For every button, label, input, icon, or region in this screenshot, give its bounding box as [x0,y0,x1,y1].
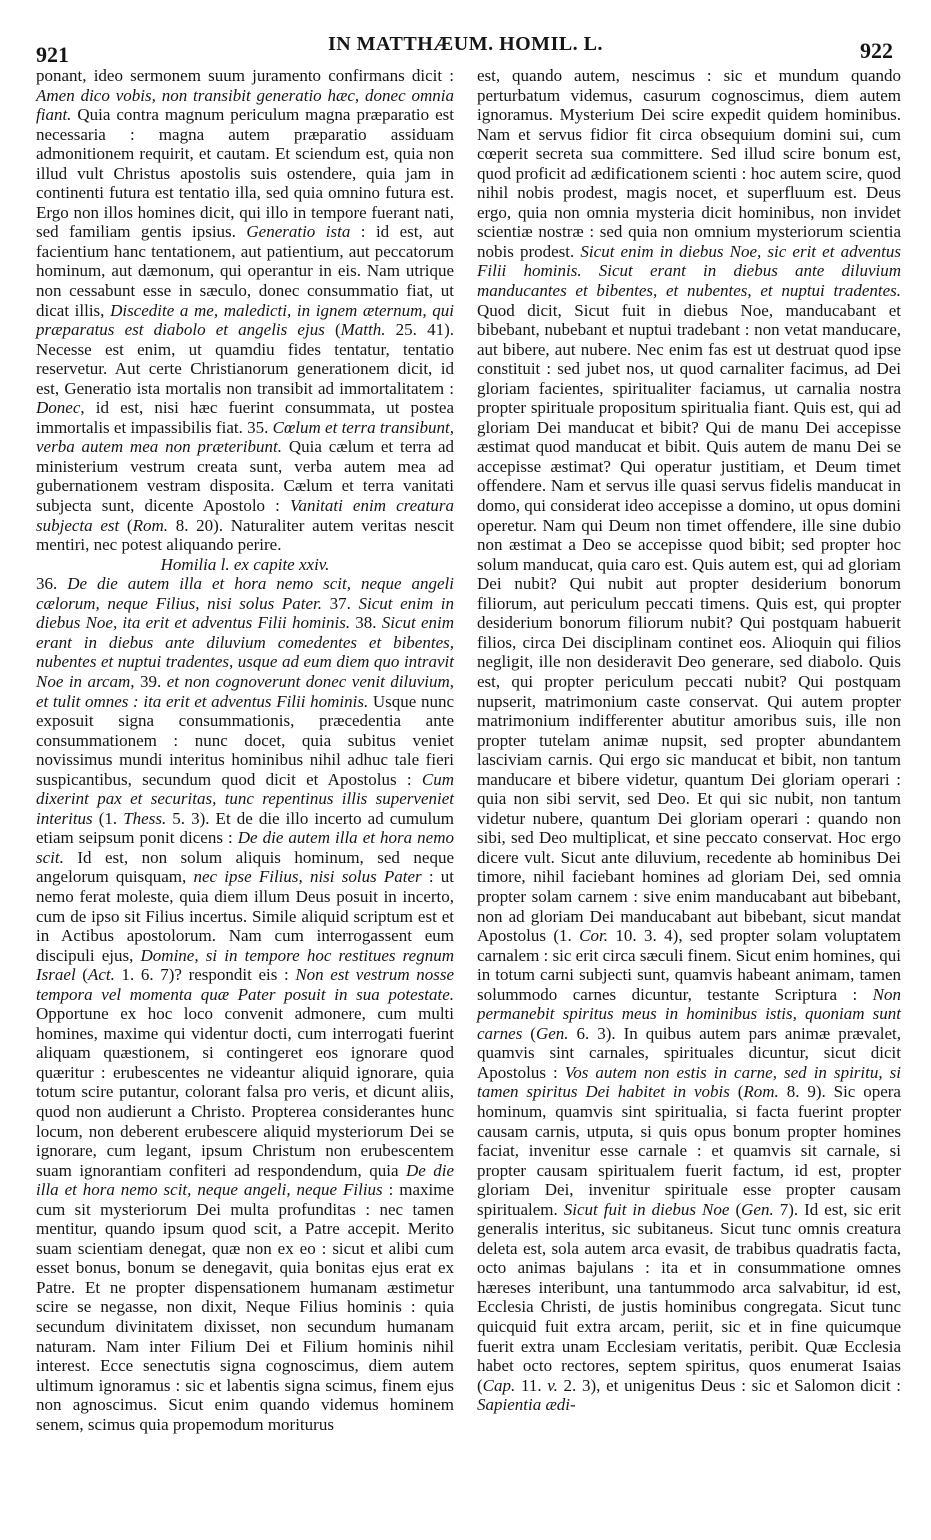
italic-text-run: nec ipse Filius, nisi solus Pater [193,867,422,887]
text-run: ( [324,320,341,340]
text-run: 38. [350,613,382,633]
paragraph [36,66,454,555]
italic-text-run: et non cognoverunt donec venit diluvium, et tulit omnes : ita erit et adventus Filii hominis. [36,671,454,711]
text-run: 6. 3). In quibus autem pars animæ prævalet, quamvis sint carnales, spirituales dicuntur, sicut dicit Apostolus : [477,1023,901,1082]
italic-text-run: Non est vestrum nosse tempora vel momenta quæ Pater posuit in sua potestate. [36,965,454,1004]
italic-text-run: Thess. [123,808,167,828]
text-run: Opportune ex hoc loco convenit admonere, cum multi homines, maxime qui videntur docti, cum interrogati fuerint aliquam quæstionem, si contingeret eos ignorare quod quæritur : erubescentes ne videantur aliquid ignorare, quia totum scire putantur, colorant falsa pro veris, et dicunt aliis, quod non audierunt a Christo. Propterea considerantes hunc locum, non deberent erubescere aliquid mysteriorum Dei se ignorare, cum legant, ipsum Christum non erubescentem suam ignorantiam confiteri ad respondendum, quia [36,1004,454,1180]
paragraph [477,66,901,1415]
text-run: est, quando autem, nescimus : sic et mundum quando perturbatum videmus, casurum cognoscimus, diem autem ignoramus. Mysterium Dei scire expedit quidem hominibus. Nam et servus fidior fit circa obsequium domini sui, cum cœperit secreta sua committere. Sed illud scire bonum est, quod proficit ad ædificationem scienti : hoc autem scire, quod nihil nobis prodest, magis nocet, et superfluum est. Deus ergo, quia non omnia mysteria dicit hominibus, non invidet scientiæ nostræ : sed quia non omnium mysteriorum scientia nobis prodest. [477,66,901,261]
italic-text-run: De die illa et hora nemo scit, neque angeli, neque Filius [36,1160,454,1200]
italic-text-run: De die autem illa et hora nemo scit. [36,828,454,867]
paragraph [36,574,454,1434]
text-run: 2. 3), et unigenitus Deus : sic et Salomon dicit : [557,1375,901,1395]
text-run: 10. 3. 4), sed propter solam voluptatem carnalem : sic erit circa sæculi finem. Sicut enim homines, qui in totum carni subjecti sunt, quamvis habeant animam, tamen solummodo carnes dicuntur, testante Scriptura : [477,926,901,1004]
italic-text-run: Amen dico vobis, non transibit generatio hæc, donec omnia fiant. [36,85,454,125]
italic-text-run: Sapientia ædi- [477,1395,576,1415]
text-run: 5. 3). Et de die illo incerto ad cumulum etiam seipsum ponit dicens : [36,808,454,848]
page-number-left: 921 [36,42,69,67]
text-run: ponant, ideo sermonem suum juramento confirmans dicit : [36,66,454,85]
italic-text-run: Cum dixerint pax et securitas, tunc repentinus illis superveniet interitus [36,769,454,828]
italic-text-run: Cor. [579,926,608,946]
italic-text-run: Rom. [132,515,169,535]
text-run: 37. [322,593,359,613]
text-run: ( [729,1082,744,1102]
text-run: Usque nunc exposuit signa consummationis, præcedentia ante consummationem : nunc docet, quia subitus veniet novissimus mundi interitus hominibus nihil adhuc tale fieri suspicantibus, secundum quod dicit et Apostolus : [36,691,454,789]
italic-text-run: Generatio ista [246,222,351,242]
text-run: Quia contra magnum periculum magna præparatio est necessaria : magna autem præparatio assiduam admonitionem requirit, et cautam. Et sciendum est, quia non illud vult Christus apostolis suis ostendere, quia jam in continenti futura est tentatio illa, sed quia omnino futura est. Ergo non illos homines dicit, qui illo in tempore fuerant nati, sed familiam gentis ipsius. [36,105,454,242]
italic-text-run: Vos autem non estis in carne, sed in spiritu, si tamen spiritus Dei habitet in vobis [477,1062,901,1102]
running-title: IN MATTHÆUM. HOMIL. L. [327,33,604,55]
text-run: ( [522,1023,536,1043]
text-run: Quod dicit, Sicut fuit in diebus Noe, manducabant et bibebant, nubebant et nuptui tradebant : non vetat manducare, aut bibere, aut nubere. Nec enim fas est ut destruat quod ipse constituit : sed jubet nos, ut quod carnaliter facimus, ad Dei gloriam facientes, spiritualiter faciamus, ut carnalia nostra propter spirituale propositum spiritualia fiant. Quis est, qui ad gloriam Dei manducat et bibit? Qui de manu Dei accepisse æstimat quod manducat et bibit. Quis autem de manu Dei se accepisse æstimat? Qui operatur justitiam, et Deum timet offendere. Nam et servus ille quasi servus fidelis manducat in domo, qui considerat ideo accepisse a domino, ut opus domini operetur. Nam qui Deum non timet offendere, ille sine dubio non æstimat a Deo se accepisse quod bibit; sed propter hoc solum manducat, quia caro est. Quis autem est, qui ad gloriam Dei nubit? Qui nubit aut propter desiderium bonorum filiorum, aut periculum peccati timens. Quis est, qui propter desiderium bonorum filiorum nubit? Qui postquam habuerit filios, circa Dei disciplinam continet eos. Alioquin qui filios negligit, ille non desideravit Deo generare, sed diabolo. Quis est, qui propter periculum peccati nubit? Qui postquam nupserit, matrimonium caste conservat. Qui autem propter matrimonium indifferenter abutitur amoribus suis, ille non propter tutelam animæ nupsit, sed propter abundantem lasciviam carnis. Qui ergo sic manducat et bibit, non tantum manducare et bibere videtur, quantum Dei gloriam operari : quia non sibi servit, sed Deo. Et qui sic nubit, non tantum videtur nubere, quantum Dei gloriam operari : quando non sibi, sed Deo multiplicat, et sine peccato conservat. Hoc ergo dicere vult. Sicut ante diluvium, recedente ab hominibus Dei timore, nihil faciebant homines ad gloriam Dei, sed omnia propter solam carnem : sive enim manducabant aut bibebant, non ad gloriam Dei manducabant aut bibebant, sicut mandat Apostolus (1. [477,300,901,946]
text-run: ( [75,965,88,985]
text-run: 7). Id est, sic erit generalis interitus, sic subitaneus. Sicut tunc omnis creatura deleta est, sola autem arca evasit, de trabibus quadratis facta, octo animas bajulans : ita et in consummatione omnes hæreses interibunt, una tantummodo arca salvabitur, id est, Ecclesia Christi, de justis hominibus congregata. Sicut tunc quicquid fuit extra arcam, periit, sic et in fine quicumque fuerit extra unam Ecclesiam veritatis, peribit. Quæ Ecclesia habet octo rectores, septem spiritus, quos enumerat Isaias ( [477,1199,901,1395]
italic-text-run: Sicut enim in diebus Noe, sic erit et adventus Filii hominis. Sicut erant in diebus ante diluvium manducantes et bibentes, et nubentes, et nuptui tradentes. [477,241,902,301]
text-run: : maxime cum sit mysteriorum Dei multa profunditas : nec tamen mentitur, quando ipsum quod scit, a Patre accepit. Merito suam scientiam denegat, quæ non ex eo : sicut et alibi cum esset bonus, bonum se denegavit, quia bonitas ejus erat ex Patre. Et ne propter dispensationem humanam æstimetur scire se negasse, non dixit, Neque Filius hominis : quia secundum divinitatem dixisset, non secundum humanam naturam. Nam inter Filium Dei et Filium hominis nihil interest. Ecce senectutis signa cognoscimus, diem autem ultimum ignoramus : sic et labentis signa scimus, finem ejus non agnoscimus. Sicut enim quando videmus hominem senem, scimus quia propemodum moriturus [36,1180,455,1434]
page-number-right: 922 [860,38,893,63]
text-run: Id est, non solum aliquis hominum, sed neque angelorum quisquam, [36,847,454,887]
italic-text-run: Rom. [743,1082,779,1102]
text-run: ( [119,515,133,535]
italic-text-run: Non permanebit spiritus meus in hominibus istis, quoniam sunt carnes [477,984,901,1043]
italic-text-run: De die autem illa et hora nemo scit, neque angeli cælorum, neque Filius, nisi solus Pater. [36,574,455,613]
italic-text-run: Matth. [340,320,386,340]
left-column [36,66,454,1434]
italic-text-run: Donec [36,398,81,418]
right-column [477,66,901,1415]
text-run: 8. 20). Naturaliter autem veritas nescit mentiri, nec potest aliquando perire. [36,515,454,555]
italic-text-run: Sicut enim in diebus Noe, ita erit et adventus Filii hominis. [36,593,455,633]
italic-text-run: Sicut fuit in diebus Noe [563,1199,730,1219]
text-run: 11. [515,1375,548,1395]
italic-text-run: Cœlum et terra transibunt, verba autem mea non præteribunt. [36,417,454,457]
text-run: 1. 6. 7)? respondit eis : [114,965,296,985]
page-header [0,30,931,67]
italic-text-run: Gen. [741,1199,774,1219]
text-run: (1. [92,808,124,828]
homily-heading: Homilia l. ex capite xxiv. [160,554,330,574]
text-run: 39. [134,671,167,691]
italic-text-run: Discedite a me, maledicti, in ignem æternum, qui præparatus est diabolo et angelis ejus [36,300,454,340]
italic-text-run: Domine, si in tempore hoc restitues regnum Israel [36,945,454,985]
text-run: , id est, nisi hæc fuerint consummata, ut postea immortalis et impassibilis fiat. 35. [36,398,454,437]
text-run: 36. [36,574,68,594]
italic-text-run: Vanitati enim creatura subjecta est [36,496,454,535]
italic-text-run: Act. [87,965,115,985]
italic-text-run: v. [547,1375,558,1395]
text-run: Quia cælum et terra ad ministerium vestrum creata sunt, verba autem mea ad gubernationem vestram disposita. Cælum et terra vanitati subjecta sunt, dicente Apostolo : [36,437,455,516]
italic-text-run: Cap. [482,1375,516,1395]
text-run: : ut nemo ferat moleste, quia diem illum Deus posuit in incerto, cum de ipso sit Filius incertus. Simile aliquid scriptum est et in Actibus apostolorum. Nam cum interrogassent eum discipuli ejus, [36,867,455,965]
text-run: 25. 41). Necesse est enim, ut quamdiu fides tentatur, tentatio reservetur. Aut certe Christianorum generationem dicit, id est, Generatio ista mortalis non transibit ad immortalitatem : [36,320,454,398]
italic-text-run: Sicut enim erant in diebus ante diluvium comedentes et bibentes, nubentes et nuptui tradentes, usque ad eum diem quo intravit Noe in arcam, [36,613,455,691]
italic-text-run: Gen. [535,1023,569,1043]
text-run: 8. 9). Sic opera hominum, quamvis sint spiritualia, si facta fuerint propter causam carnis, utputa, si quis opus bonum propter homines faciat, invenitur esse carnale : et quamvis sit carnale, si propter causam spiritualem fuerit factum, id est, propter gloriam Dei, invenitur spirituale esse propter causam spiritualem. [477,1082,901,1219]
text-run: : id est, aut facientium hanc tentationem, aut patientium, aut peccatorum hominum, aut dæmonum, qui operantur in eis. Nam utrique non cessabunt esse in sæculo, donec consummatio fiat, ut dicat illis, [36,222,454,320]
text-run: ( [729,1199,742,1219]
